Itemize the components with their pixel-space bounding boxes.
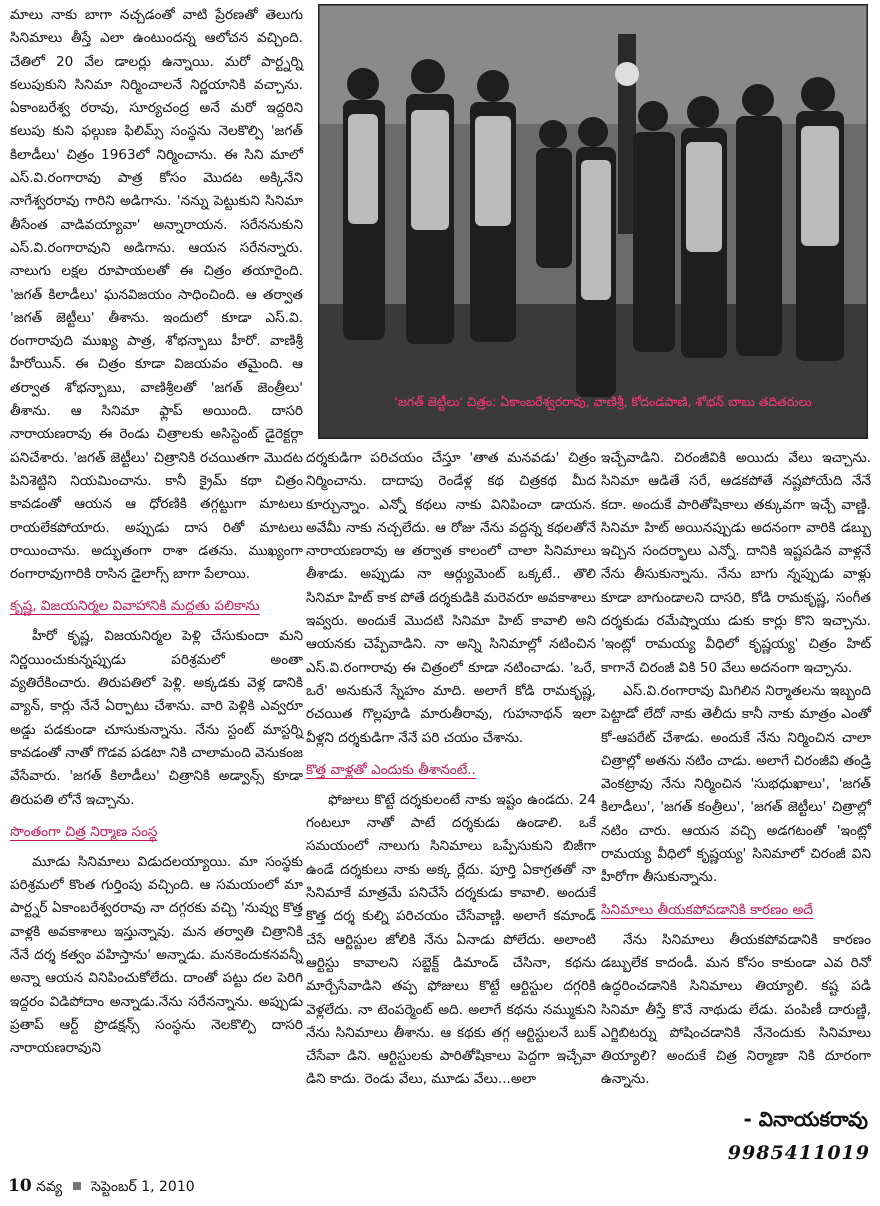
section-heading: కృష్ణ, విజయనిర్మల వివాహానికి మద్దతు పలికాను xyxy=(10,598,260,615)
group-photo xyxy=(318,4,868,439)
section-heading: సొంతంగా చిత్ర నిర్మాణ సంస్థ xyxy=(10,823,158,840)
paragraph: మూడు సినిమాలు విడుదలయ్యాయి. మా సంస్థకు పరిశ్రమలో కొంత గుర్తింపు వచ్చింది. ఆ సమయంలో మా పార్ట్నర్ ఏకాంబరేశ్వరరావు నా దగ్గరకు వచ్చి 'నువ్వు కొత్త వాళ్లకి అవకాశాలు ఇస్తున్నావు. మన తర్వాతి చిత్రానికి నేనే దర్శ కత్వం వహిస్తాను' అన్నాడు. మనకెందుకనవన్నీ అన్నా ఆయన వినిపించుకోలేదు. దాంతో పట్టు దల పెరిగి ఇద్దరం విడిపోదాం అన్నాడు.నేను సరేనన్నాను. అప్పుడు ప్రతాప్ ఆర్ట్ ప్రొడక్షన్స్ సంస్థను నెలకొల్పి దాసరి నారాయణరావుని xyxy=(10,853,303,1057)
paragraph: దర్శకుడిగా పరిచయం చేస్తూ 'తాత మనవడు' చిత్రం నిర్మించాను. దాదాపు రెండేళ్ల కథ చిత్రకథ మీద కూర్చున్నాం. ఎన్నో కథలు నాకు వినిపించా డాయన. అవేమీ నాకు నచ్చలేదు. ఆ రోజు నేను వద్దన్న కథలతోనే నారాయణరావు ఆ తర్వాత కాలంలో చాలా సినిమాలు తీశాడు. అప్పుడు నా ఆర్గ్యుమెంట్ ఒక్కటే.. తొలి సినిమా హిట్ కాక పోతే దర్శకుడికి మరెవరూ అవకాశాలు ఇవ్వరు. అందుకే మొదటి సినిమా హిట్ కావాలి అని ఆయనకు చెప్పేవాడిని. నా అన్ని సినిమాల్లో నటించిన ఎస్.వి.రంగారావు ఈ చిత్రంలో కూడా నటించాడు. 'ఒరే, ఒరే' అనుకునే స్నేహం మాది. అలాగే కోడి రామకృష్ణ, రచయిత గొల్లపూడి మారుతీరావు, గుహనాథన్ ఇలా వీళ్లని దర్శకుడిగా నేనే పరి చయం చేశాను. xyxy=(306,450,596,746)
phone-number: 9985411019 xyxy=(727,1142,870,1164)
separator-square-icon xyxy=(73,1182,81,1190)
page-footer xyxy=(8,1176,195,1198)
paragraph: నేను సినిమాలు తీయకపోవడానికి కారణం డబ్బులేక కాదండీ. మన కోసం కాకుండా ఎవ రినో ఉద్ధరించడానికి సినిమాలు తియ్యాలి. కష్ట పడి సినిమా తీస్తే కొనే నాథుడు లేడు. పంపిణీ దారుణ్ణి, ఎగ్జిబిటర్ను పోషించడానికి నేనెందుకు సినిమాలు తియ్యాలి? అందుకే చిత్ర నిర్మాణా నికి దూరంగా ఉన్నాను. xyxy=(601,931,871,1088)
page-number: 10 xyxy=(8,1176,32,1196)
author-signature: - వినాయకరావు xyxy=(743,1107,868,1131)
issue-date: సెప్టెంబర్ 1, 2010 xyxy=(91,1179,195,1195)
section-heading: సినిమాలు తీయకపోవడానికి కారణం అదే xyxy=(601,901,813,918)
article-column-2 xyxy=(306,447,596,1092)
paragraph: హీరో కృష్ణ, విజయనిర్మల పెళ్లి చేసుకుందా మని నిర్ణయించుకున్నప్పుడు పరిశ్రమలో అంతా వ్యతిరేకించారు. తిరుపతిలో పెళ్లి. అక్కడకు వెళ్ల డానికి వ్యాన్, కార్లు నేనే ఏర్పాటు చేశాను. వారి పెళ్లికి ఎవ్వరూ అడ్డు పడకుండా చూసుకున్నాను. నేను స్టంట్ మాస్టర్ని కావడంతో నాతో గొడవ పడటా నికి చాలామంది వెనుకంజ వేసేవారు. 'జగత్ కిలాడీలు' చిత్రానికి అడ్వాన్స్ కూడా తిరుపతి లోనే ఇచ్చాను. xyxy=(10,628,303,808)
photo-caption: 'జగత్ జెట్టీలు' చిత్రం: ఏకాంబరేశ్వరరావు, వాణిశ్రీ, కోదండపాణి, శోభన్ బాబు తదితరులు xyxy=(394,394,812,409)
paragraph: ఎస్.వి.రంగారావు మిగిలిన నిర్మాతలను ఇబ్బంది పెట్టాడో లేదో నాకు తెలీదు కానీ నాకు మాత్రం ఎంతో కో-ఆపరేట్ చేశాడు. అందుకే నేను నిర్మించిన చాలా చిత్రాల్లో అతను నటిం చాడు. అలాగే చిరంజీవి తండ్రి వెంకట్రావు నేను నిర్మించిన 'సుభధుఖాలు', 'జగత్ కిలాడీలు', 'జగత్ కంత్రీలు', 'జగత్ జెట్టీలు' చిత్రాల్లో నటిం చారు. ఆయన వచ్చి అడగటంతో 'ఇంట్లో రామయ్య వీధిలో కృష్ణయ్య' సినిమాలో చిరంజీ విని హీరోగా తీసుకున్నాను. xyxy=(601,682,871,886)
magazine-name: నవ్య xyxy=(36,1179,63,1195)
paragraph: ఫోజులు కొట్టే దర్శకులంటే నాకు ఇష్టం ఉండదు. 24 గంటలూ నాతో పాటే దర్శకుడు ఉండాలి. ఒకే సమయంలో నాలుగు సినిమాలు ఒప్పేసుకుని బిజీగా ఉండే దర్శకులు నాకు అక్క ర్లేదు. పూర్తి ఏకాగ్రతతో నా సినిమాకే మాత్రమే పనిచేసే దర్శకుడు కావాలి. అందుకే కొత్త దర్శ కుల్ని పరిచయం చేసేవాణ్ణి. అలాగే కమాండ్ చేసే ఆర్టిస్టుల జోలికి నేను ఏనాడు పోలేదు. అలాంటి ఆర్టిస్టు కావాలని సబ్జెక్ట్ డిమాండ్ చేసినా, కథను మార్చేసేవాడిని తప్ప ఫోజులు కొట్టే ఆర్టిస్టుల దగ్గరికి వెళ్లలేదు. నా టెంపర్మెంట్ అది. అలాగే కథను నమ్ముకుని నేను సినిమాలు తీశాను. ఆ కథకు తగ్గ ఆర్టిస్టులనే బుక్ చేసేవా డిని. ఆర్టిస్టులకు పారితోషికాలు పెద్దగా ఇచ్చేవా డిని కాదు. రెండు వేలు, మూడు వేలు...అలా xyxy=(306,791,596,1088)
paragraph: మాలు నాకు బాగా నచ్చడంతో వాటి ప్రేరణతో తెలుగు సినిమాలు తీస్తే ఎలా ఉంటుందన్న ఆలోచన వచ్చింది. చేతిలో 20 వేల డాలర్లు ఉన్నాయి. మరో పార్ట్నర్ని కలుపుకుని సినిమా నిర్మించాలనే నిర్ణయానికి వచ్చాను. ఏకాంబరేశ్వ రరావు, సూర్యచంద్ర అనే మరో ఇద్దరిని కలుపు కుని ఫల్గుణ ఫిలిమ్స్ సంస్థను నెలకొల్పి 'జగత్ కిలాడీలు' చిత్రం 1963లో నిర్మించాను. ఈ సిని మాలో ఎస్.వి.రంగారావు పాత్ర కోసం మొదట అక్కినేని నాగేశ్వరరావు గారిని అడిగాను. 'నన్ను పెట్టుకుని సినిమా తీసేంత వాడివయ్యావా' అన్నారాయన. సరేననుకుని ఎస్.వి.రంగారావుని అడిగాను. ఆయన సరేనన్నారు. నాలుగు లక్షల రూపాయలతో ఈ చిత్రం తయారైంది. 'జగత్ కిలాడీలు' ఘనవిజయం సాధించింది. ఆ తర్వాత 'జగత్ జెట్టీలు' తీశాను. ఇందులో కూడా ఎస్.వి. రంగారావుది ముఖ్య పాత్ర, శోభన్బాబు హీరో. వాణిశ్రీ హీరోయిన్. ఈ చిత్రం కూడా విజయవం తమైంది. ఆ తర్వాత శోభన్బాబు, వాణిశ్రీలతో 'జగత్ జెంత్రీలు' తీశాను. ఆ సినిమా ఫ్లాప్ అయింది. దాసరి నారాయణరావు ఈ రెండు చిత్రాలకు అసిస్టెంట్ డైరెక్టర్గా పనిచేశారు. 'జగత్ జెట్టీలు' చిత్రానికి రచయితగా మొదట పినిశెట్టిని నియమించాను. కానీ క్రైమ్ కథా చిత్రం కావడంతో ఆయన ఆ ధోరణికి తగ్గట్టుగా మాటలు రాయలేకపోయారు. అప్పుడు దాస రితో మాటలు రాయించాను. అద్భుతంగా రాశా డతను. ముఖ్యంగా రంగారావుగారికి రాసిన డైలాగ్స్ బాగా పేలాయి. xyxy=(10,7,303,583)
section-heading: కొత్త వాళ్లతో ఎందుకు తీశానంటే.. xyxy=(306,761,476,778)
group-photo-illustration xyxy=(318,4,868,439)
paragraph: ఇచ్చేవాడిని. చిరంజీవికి అయిదు వేలు ఇచ్చాను. సినిమా ఆడితే సరే, ఆడకపోతే నష్టపోయేది నేనే కదా. అందుకే పారితోషికాలు తక్కువగా ఇచ్చే వాణ్ణి. సినిమా హిట్ అయినప్పుడు అదనంగా వారికి డబ్బు ఇచ్చిన సందర్భాలు ఎన్నో. దానికి ఇష్టపడిన వాళ్లనే నేను తీసుకున్నాను. నేను బాగు న్నప్పుడు వాళ్లు కూడా బాగుండాలని దాసరి, కోడి రామకృష్ణ, సంగీత దర్శకుడు రమేష్నాయు డుకు కార్లు కొని ఇచ్చాను. 'ఇంట్లో రామయ్య వీధిలో కృష్ణయ్య' చిత్రం హిట్ కాగానే చిరంజీ వికి 50 వేలు అదనంగా ఇచ్చాను. xyxy=(601,450,871,676)
article-column-3 xyxy=(601,447,871,1092)
article-column-1 xyxy=(10,4,303,1060)
